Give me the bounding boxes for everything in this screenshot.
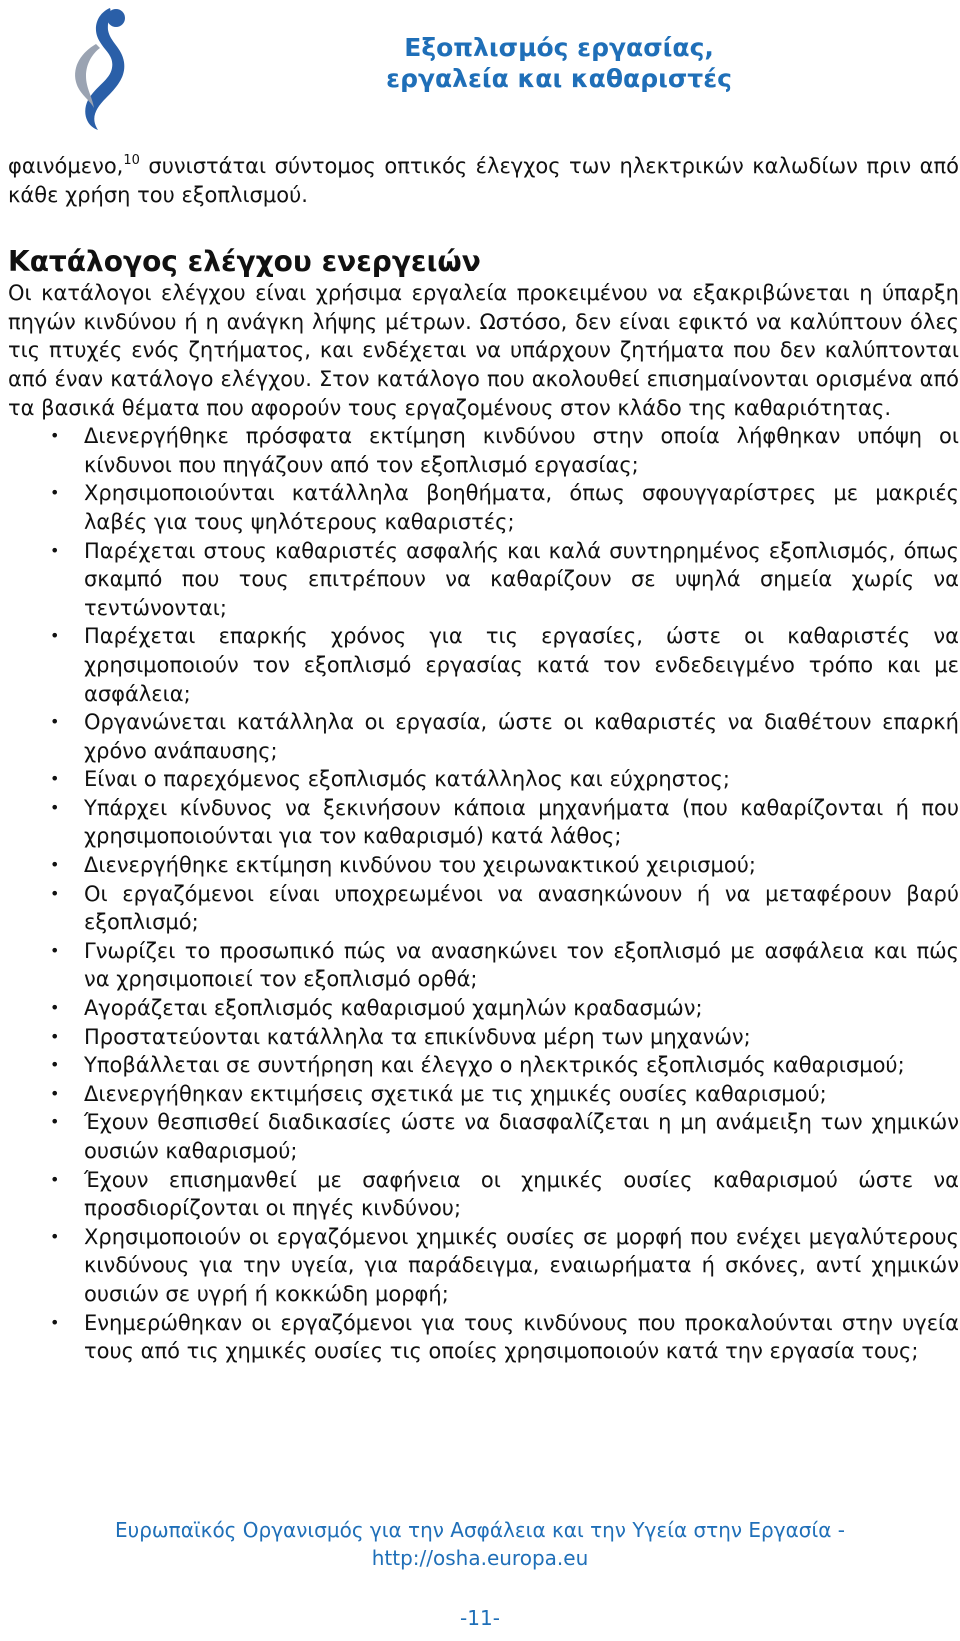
checklist-item	[8, 994, 959, 1023]
checklist-item-text: Διενεργήθηκαν εκτιμήσεις σχετικά με τις χημικές ουσίες καθαρισμού;	[84, 1081, 827, 1106]
intro-text-before: φαινόμενο,	[8, 154, 124, 178]
bullet-icon: •	[50, 855, 60, 875]
checklist-item	[8, 1108, 959, 1165]
bullet-icon: •	[50, 797, 60, 817]
checklist-item	[8, 1080, 959, 1109]
checklist-item	[8, 851, 959, 880]
checklist-item-text: Αγοράζεται εξοπλισμός καθαρισμού χαμηλών κραδασμών;	[84, 996, 703, 1021]
bullet-icon: •	[50, 940, 60, 960]
checklist-item-text: Παρέχεται στους καθαριστές ασφαλής και καλά συντηρημένος εξοπλισμός, όπως σκαμπό που τους επιτρέπουν να καθαρίζουν σε υψηλά σημεία χωρίς να τεντώνονται;	[84, 538, 959, 620]
intro-paragraph	[8, 152, 959, 209]
bullet-icon: •	[50, 1312, 60, 1332]
footer-url[interactable]: http://osha.europa.eu	[371, 1546, 589, 1570]
checklist-item-text: Υπάρχει κίνδυνος να ξεκινήσουν κάποια μηχανήματα (που καθαρίζονται ή που χρησιμοποιούνται για τον καθαρισμό) κατά λάθος;	[84, 795, 959, 849]
checklist-item-text: Έχουν θεσπισθεί διαδικασίες ώστε να διασφαλίζεται η μη ανάμειξη των χημικών ουσιών καθαρισμού;	[84, 1110, 959, 1163]
checklist-item-text: Χρησιμοποιούν οι εργαζόμενοι χημικές ουσίες σε μορφή που ενέχει μεγαλύτερους κινδύνους για την υγεία, για παράδειγμα, εναιωρήματα ή σκόνες, αντί χημικών ουσιών σε υγρή ή κοκκώδη μορφή;	[84, 1224, 959, 1306]
osha-logo	[52, 4, 152, 132]
checklist-item-text: Προστατεύονται κατάλληλα τα επικίνδυνα μέρη των μηχανών;	[84, 1024, 751, 1049]
checklist	[8, 422, 959, 1366]
intro-text-after: συνιστάται σύντομος οπτικός έλεγχος των ηλεκτρικών καλωδίων πριν από κάθε χρήση του εξοπλισμού.	[8, 154, 959, 207]
bullet-icon: •	[50, 1055, 60, 1075]
bullet-icon: •	[50, 540, 60, 560]
bullet-icon: •	[50, 1026, 60, 1046]
section-heading: Κατάλογος ελέγχου ενεργειών	[8, 245, 481, 279]
checklist-item-text: Γνωρίζει το προσωπικό πώς να ανασηκώνει τον εξοπλισμό με ασφάλεια και πώς να χρησιμοποιεί τον εξοπλισμό ορθά;	[84, 938, 959, 992]
checklist-item	[8, 422, 959, 479]
checklist-item-text: Είναι ο παρεχόμενος εξοπλισμός κατάλληλος και εύχρηστος;	[84, 767, 730, 792]
bullet-icon: •	[50, 712, 60, 732]
logo-figure-head	[107, 9, 125, 27]
page-number: -11-	[460, 1606, 500, 1630]
checklist-item	[8, 1223, 959, 1309]
bullet-icon: •	[50, 769, 60, 789]
bullet-icon: •	[50, 1169, 60, 1189]
section-paragraph: Οι κατάλογοι ελέγχου είναι χρήσιμα εργαλεία προκειμένου να εξακριβώνεται η ύπαρξη πηγών κινδύνου ή η ανάγκη λήψης μέτρων. Ωστόσο, δεν είναι εφικτό να καλύπτουν όλες τις πτυχές ενός ζητήματος, και ενδέχεται να υπάρχουν ζητήματα που δεν καλύπτονται από έναν κατάλογο ελέγχου. Στον κατάλογο που ακολουθεί επισημαίνονται ορισμένα από τα βασικά θέματα που αφορούν τους εργαζομένους στον κλάδο της καθαριότητας.	[8, 281, 959, 420]
bullet-icon: •	[50, 1112, 60, 1132]
bullet-icon: •	[50, 626, 60, 646]
checklist-item-text: Διενεργήθηκε εκτίμηση κινδύνου του χειρωνακτικού χειρισμού;	[84, 853, 756, 878]
bullet-icon: •	[50, 998, 60, 1018]
header-title	[386, 32, 732, 94]
checklist-item-text: Υποβάλλεται σε συντήρηση και έλεγχο ο ηλεκτρικός εξοπλισμός καθαρισμού;	[84, 1053, 905, 1078]
checklist-item-text: Οι εργαζόμενοι είναι υποχρεωμένοι να ανασηκώνουν ή να μεταφέρουν βαρύ εξοπλισμό;	[84, 881, 959, 935]
checklist-item	[8, 1166, 959, 1223]
checklist-item-text: Ενημερώθηκαν οι εργαζόμενοι για τους κινδύνους που προκαλούνται στην υγεία τους από τις χημικές ουσίες τις οποίες χρησιμοποιούν κατά την εργασία τους;	[84, 1310, 959, 1364]
bullet-icon: •	[50, 1226, 60, 1246]
checklist-item	[8, 937, 959, 994]
bullet-icon: •	[50, 1083, 60, 1103]
checklist-item	[8, 794, 959, 851]
footer-organisation: Ευρωπαϊκός Οργανισμός για την Ασφάλεια και την Υγεία στην Εργασία -	[115, 1518, 845, 1542]
bullet-icon: •	[50, 426, 60, 446]
checklist-item	[8, 622, 959, 708]
checklist-item-text: Έχουν επισημανθεί με σαφήνεια οι χημικές ουσίες καθαρισμού ώστε να προσδιορίζονται οι πηγές κινδύνου;	[84, 1167, 959, 1221]
checklist-item	[8, 765, 959, 794]
footnote-reference[interactable]: 10	[123, 153, 140, 168]
footer	[0, 1516, 960, 1572]
checklist-item	[8, 880, 959, 937]
header-title-line-2: εργαλεία και καθαριστές	[386, 64, 732, 93]
header-title-line-1: Εξοπλισμός εργασίας,	[404, 33, 714, 62]
bullet-icon: •	[50, 483, 60, 503]
checklist-item-text: Παρέχεται επαρκής χρόνος για τις εργασίες, ώστε οι καθαριστές να χρησιμοποιούν τον εξοπλισμό εργασίας κατά τον ενδεδειγμένο τρόπο και με ασφάλεια;	[84, 624, 959, 706]
checklist-item	[8, 708, 959, 765]
checklist-item-text: Χρησιμοποιούνται κατάλληλα βοηθήματα, όπως σφουγγαρίστρες με μακριές λαβές για τους ψηλότερους καθαριστές;	[84, 481, 959, 534]
checklist-item	[8, 1309, 959, 1366]
checklist-item	[8, 537, 959, 623]
checklist-item	[8, 479, 959, 536]
checklist-item	[8, 1051, 959, 1080]
checklist-item	[8, 1023, 959, 1052]
checklist-item-text: Οργανώνεται κατάλληλα οι εργασία, ώστε οι καθαριστές να διαθέτουν επαρκή χρόνο ανάπαυσης;	[84, 710, 959, 763]
document-body	[8, 152, 959, 1366]
bullet-icon: •	[50, 883, 60, 903]
checklist-item-text: Διενεργήθηκε πρόσφατα εκτίμηση κινδύνου στην οποία λήφθηκαν υπόψη οι κίνδυνοι που πηγάζουν από τον εξοπλισμό εργασίας;	[84, 424, 959, 477]
